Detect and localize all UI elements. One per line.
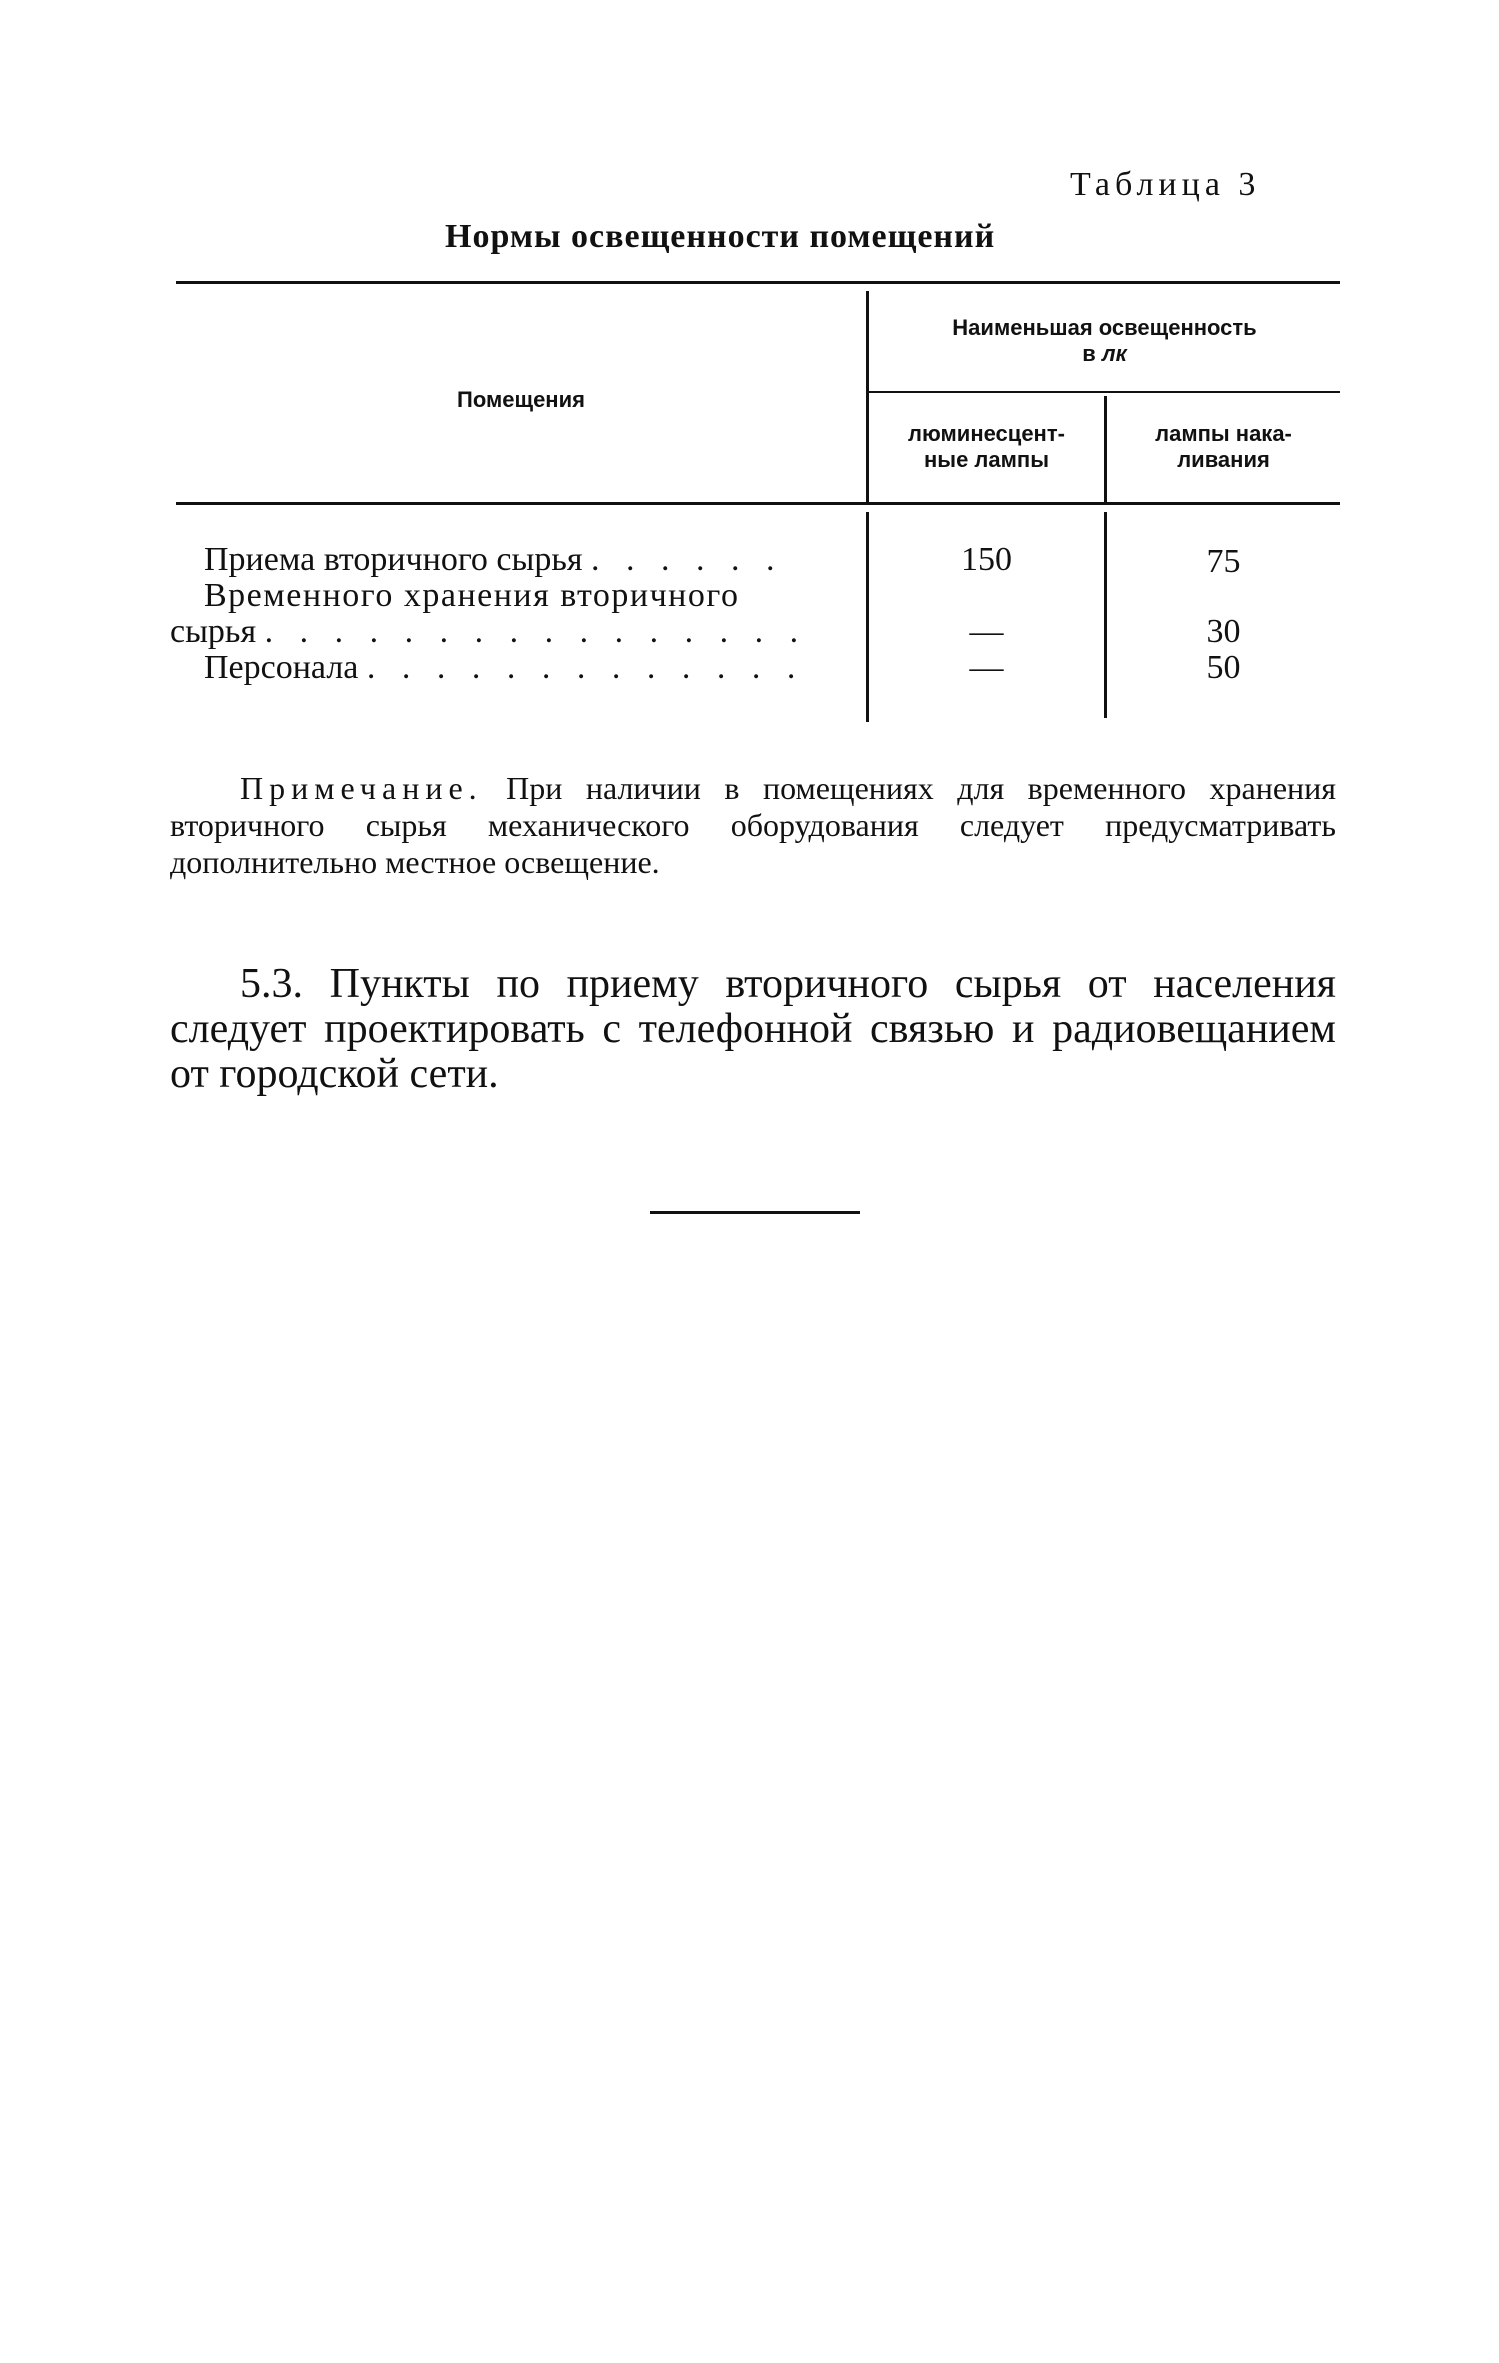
table-row-label	[170, 578, 850, 650]
table-number: Таблица 3	[1070, 166, 1261, 203]
row-3-leader: . . . . . . . . . . . . .	[366, 650, 805, 686]
table-note	[170, 770, 1336, 881]
header-illuminance-unit: лк	[1101, 341, 1127, 366]
row-1-label: Приема вторичного сырья	[204, 542, 583, 578]
row-2-label-line1: Временного хранения вторичного	[204, 578, 740, 614]
header-incandescent	[1107, 421, 1340, 473]
table-row-label	[170, 650, 850, 686]
header-bottom-rule	[176, 502, 1340, 505]
row-1-leader: . . . . . .	[591, 542, 784, 578]
row-3-label: Персонала	[204, 650, 359, 686]
header-illuminance-line1: Наименьшая освещенность	[952, 315, 1257, 340]
header-incandescent-line1: лампы нака-	[1155, 421, 1292, 446]
header-rooms: Помещения	[457, 387, 585, 412]
row-3-incandescent: 50	[1206, 649, 1241, 686]
table-title: Нормы освещенности помещений	[445, 218, 996, 255]
table-row-label	[170, 542, 850, 578]
row-2-leader: . . . . . . . . . . . . . . . .	[264, 613, 808, 650]
row-1-fluorescent: 150	[961, 541, 1012, 578]
row-2-fluorescent: —	[969, 613, 1004, 650]
row-2-label-line2-wrap	[170, 614, 850, 650]
header-illuminance-line2	[869, 341, 1340, 367]
paragraph-text: 5.3. Пункты по приему вторичного сырья от населения следует проектировать с телефонной связью и радиовещанием от городской сети.	[170, 961, 1336, 1097]
table-top-rule	[176, 281, 1340, 284]
header-illuminance-group	[869, 315, 1340, 367]
header-fluorescent-line2: ные лампы	[924, 447, 1049, 472]
note-text: При наличии в помещениях для временного хранения вторичного сырья механического оборудования следует предусматривать дополнительно местное освещение.	[170, 770, 1337, 880]
header-illuminance-prefix: в	[1082, 341, 1096, 366]
row-1-incandescent: 75	[1206, 543, 1241, 580]
note-label: Примечание.	[240, 770, 483, 806]
header-group-rule	[869, 391, 1340, 393]
section-paragraph	[170, 962, 1336, 1097]
row-3-fluorescent: —	[969, 649, 1004, 686]
end-rule	[650, 1211, 860, 1214]
header-fluorescent	[869, 421, 1104, 473]
header-fluorescent-line1: люминесцент-	[908, 421, 1065, 446]
row-2-incandescent: 30	[1206, 613, 1241, 650]
row-2-label-line2: сырья	[170, 613, 257, 650]
header-incandescent-line2: ливания	[1177, 447, 1270, 472]
